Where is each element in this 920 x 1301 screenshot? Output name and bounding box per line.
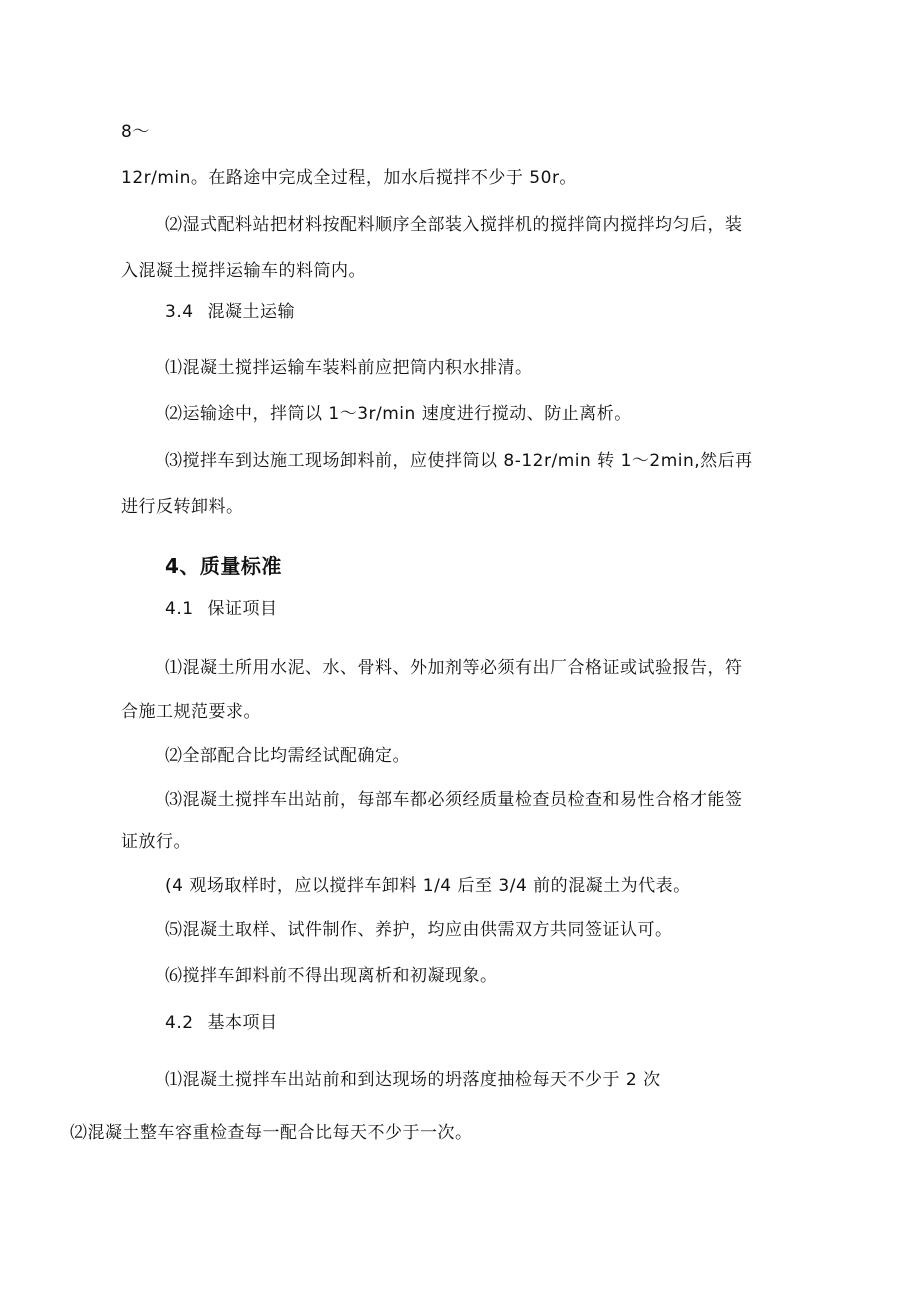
section-number: 3.4 — [165, 302, 194, 322]
section-heading-4-1 — [165, 597, 278, 621]
list-item: ⑴混凝土搅拌车出站前和到达现场的坍落度抽检每天不少于 2 次 — [165, 1070, 661, 1090]
list-item-continuation: 合施工规范要求。 — [121, 702, 261, 722]
paragraph-line: ⑵湿式配料站把材料按配料顺序全部装入搅拌机的搅拌筒内搅拌均匀后，装 — [165, 215, 743, 235]
list-item-continuation: 证放行。 — [121, 832, 191, 852]
list-item: ⑹搅拌车卸料前不得出现离析和初凝现象。 — [165, 966, 498, 986]
section-heading-4-2 — [165, 1011, 278, 1035]
text-line: 12r/min。在路途中完成全过程，加水后搅拌不少于 50r。 — [121, 168, 577, 188]
list-item: ⑴混凝土所用水泥、水、骨料、外加剂等必须有出厂合格证或试验报告，符 — [165, 658, 743, 678]
section-title: 基本项目 — [207, 1013, 278, 1033]
list-item: (4 观场取样时，应以搅拌车卸料 1/4 后至 3/4 前的混凝土为代表。 — [165, 876, 691, 896]
list-item: ⑶搅拌车到达施工现场卸料前，应使拌筒以 8-12r/min 转 1～2min,然后再 — [165, 451, 753, 471]
text-line: 8～ — [121, 122, 150, 142]
list-item: ⑶混凝土搅拌车出站前，每部车都必须经质量检查员检查和易性合格才能签 — [165, 790, 743, 810]
list-item: ⑵混凝土整车容重检查每一配合比每天不少于一次。 — [70, 1123, 473, 1143]
list-item: ⑵运输途中，拌筒以 1～3r/min 速度进行搅动、防止离析。 — [165, 404, 632, 424]
section-heading-4: 4、质量标准 — [165, 554, 282, 578]
list-item-continuation: 进行反转卸料。 — [121, 497, 244, 517]
section-title: 混凝土运输 — [207, 302, 296, 322]
list-item: ⑵全部配合比均需经试配确定。 — [165, 746, 410, 766]
list-item: ⑸混凝土取样、试件制作、养护，均应由供需双方共同签证认可。 — [165, 920, 673, 940]
section-number: 4.1 — [165, 599, 194, 619]
section-title: 保证项目 — [207, 599, 278, 619]
list-item: ⑴混凝土搅拌运输车装料前应把筒内积水排清。 — [165, 358, 533, 378]
section-number: 4.2 — [165, 1013, 194, 1033]
section-heading-3-4 — [165, 300, 295, 324]
paragraph-line: 入混凝土搅拌运输车的料筒内。 — [121, 261, 366, 281]
